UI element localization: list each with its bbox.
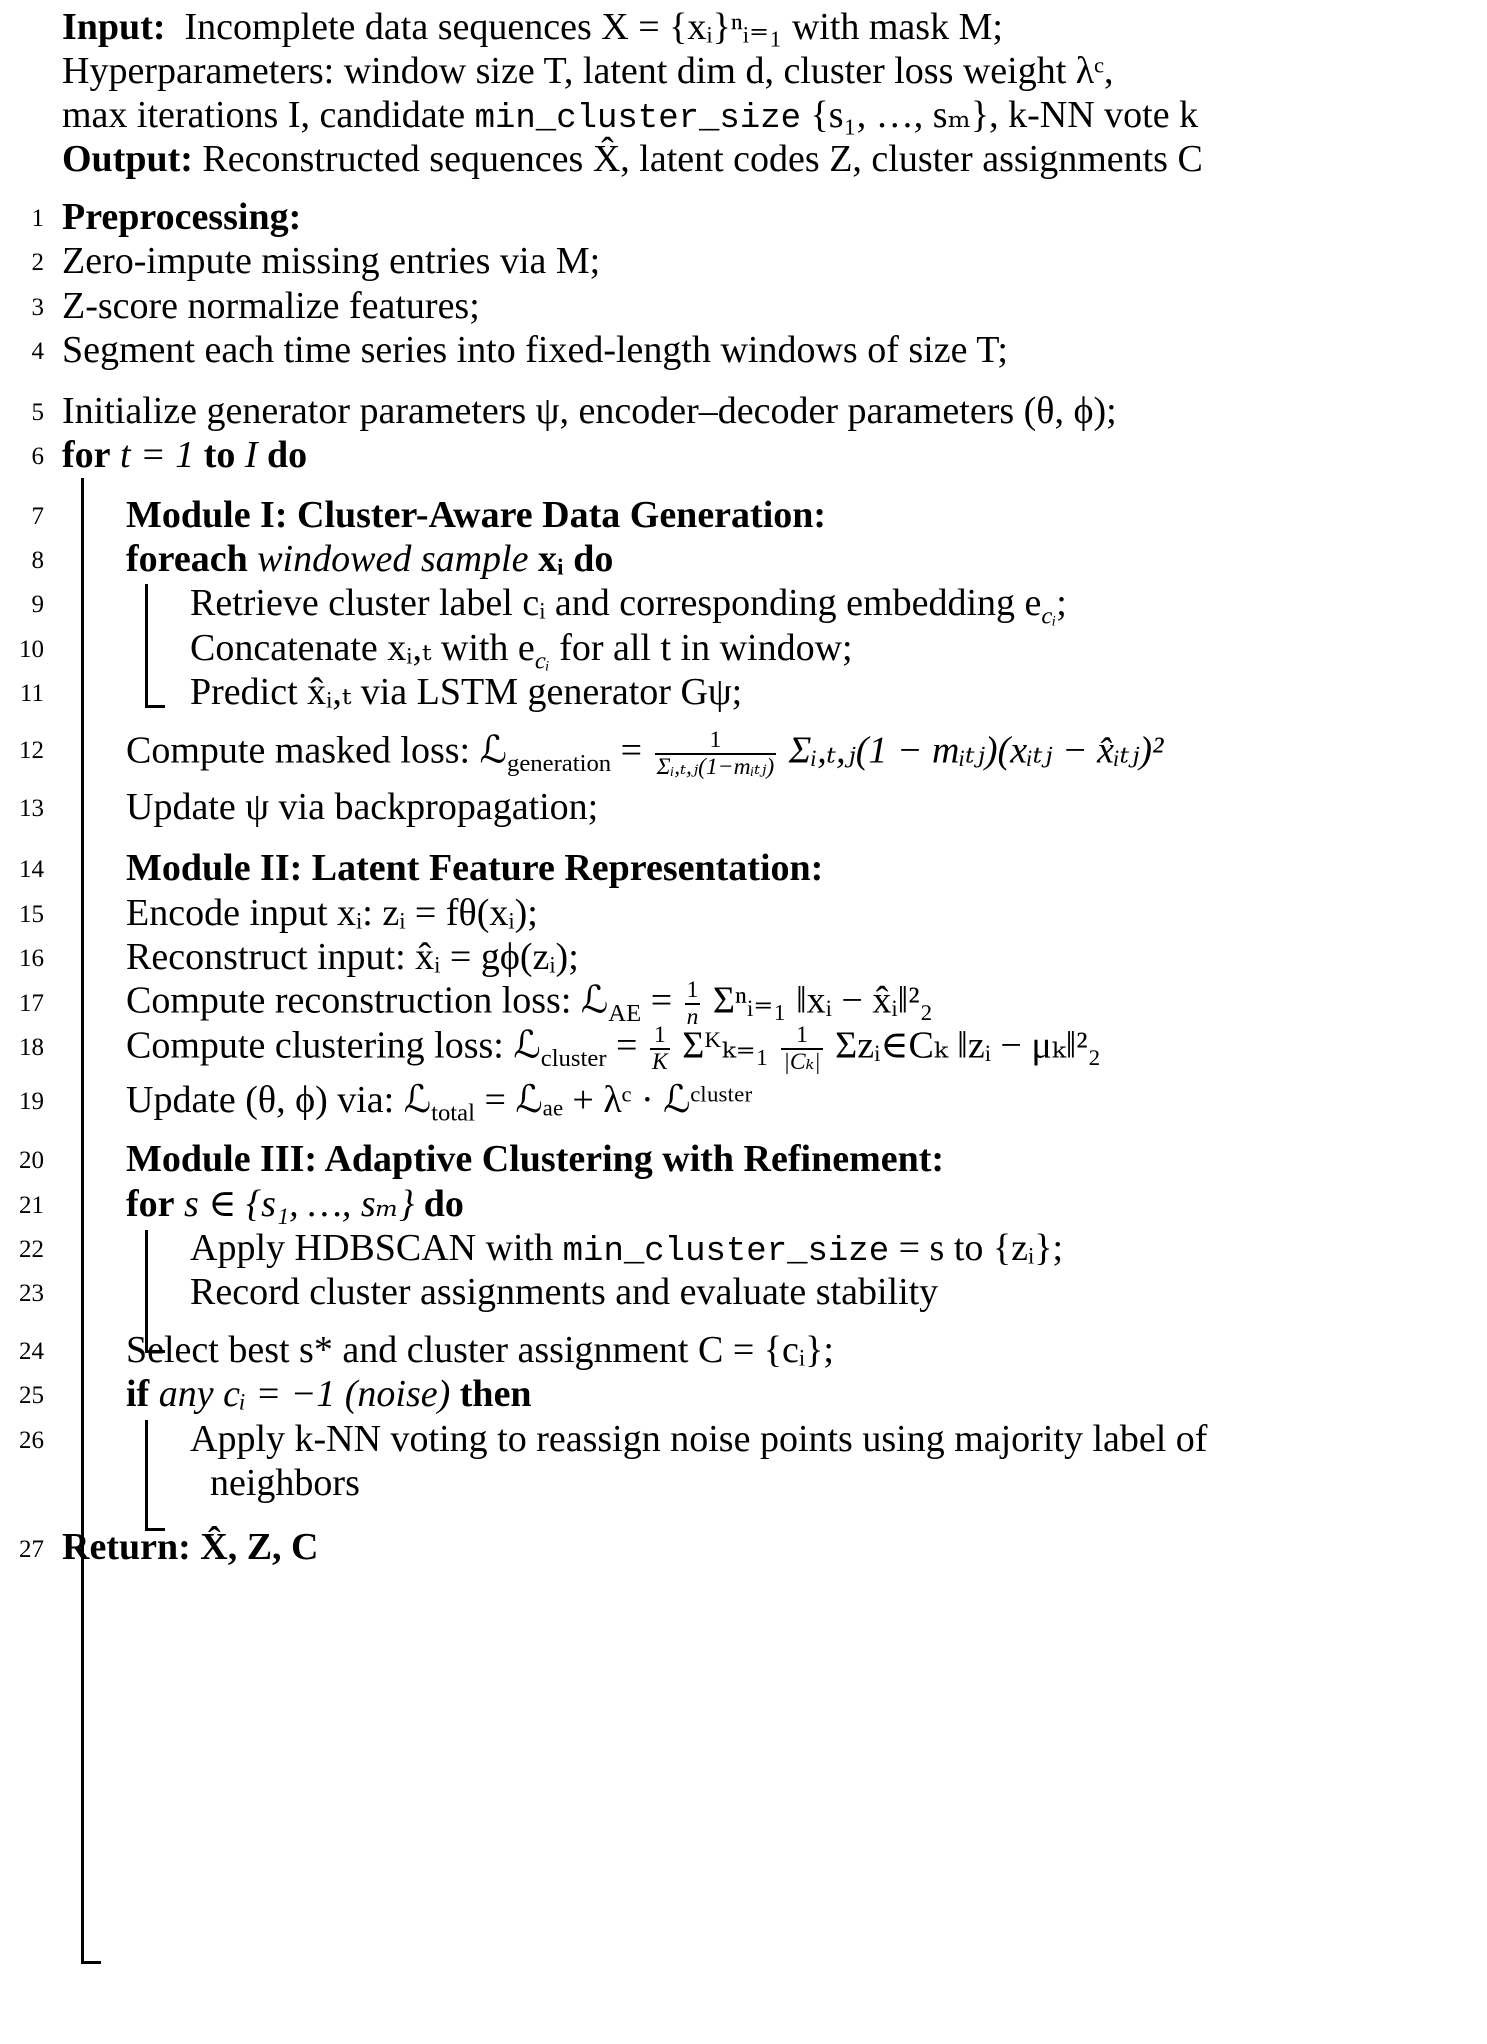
line-10-text: Concatenate xᵢ,ₜ with e xyxy=(190,627,535,669)
keyword-do: do xyxy=(573,538,614,580)
line-number: 21 xyxy=(19,1192,44,1219)
module-1-heading: Module I: Cluster-Aware Data Generation: xyxy=(126,494,827,536)
input-label: Input: xyxy=(62,6,166,48)
keyword-for: for xyxy=(62,434,111,476)
line-number: 25 xyxy=(19,1382,44,1409)
algorithm-line-19 xyxy=(126,1079,753,1127)
output-text: Reconstructed sequences X̂, latent codes Z, cluster assignments C xyxy=(202,138,1203,180)
line-number: 26 xyxy=(19,1427,44,1454)
for-loop-bracket-end xyxy=(81,1961,101,1964)
algorithm-line-11: Predict x̂ᵢ,ₜ via LSTM generator Gψ; xyxy=(190,671,743,713)
min-cluster-size-code: min_cluster_size xyxy=(562,1233,890,1271)
input-line xyxy=(62,8,1003,46)
keyword-to: to xyxy=(203,434,236,476)
numerator: 1 xyxy=(650,1023,670,1050)
denominator: n xyxy=(686,1003,699,1030)
keyword-do: do xyxy=(423,1183,464,1225)
line-number: 5 xyxy=(31,399,44,426)
line-number: 7 xyxy=(31,503,44,530)
line-number: 9 xyxy=(31,591,44,618)
keyword-if: if xyxy=(126,1373,150,1415)
algorithm-line-9 xyxy=(190,582,1067,630)
line-number: 14 xyxy=(19,856,44,883)
input-text: Incomplete data sequences X = {xᵢ}ⁿᵢ₌₁ with mask M; xyxy=(184,6,1003,48)
return-line: Return: X̂, Z, C xyxy=(62,1526,319,1568)
embedding-subscript: cᵢ xyxy=(534,647,550,675)
line-number: 20 xyxy=(19,1147,44,1174)
fraction xyxy=(655,728,777,779)
algorithm-line-22 xyxy=(190,1229,1063,1269)
line-17-text: Compute reconstruction loss: ℒ xyxy=(126,979,609,1022)
line-22-text: Apply HDBSCAN with xyxy=(190,1227,563,1269)
line-number: 6 xyxy=(31,443,44,470)
line-10-tail: for all t in window; xyxy=(549,627,853,669)
module-2-heading: Module II: Latent Feature Representation: xyxy=(126,847,824,889)
line-number: 12 xyxy=(19,737,44,764)
equals: = xyxy=(641,979,682,1022)
max-iterations-line xyxy=(62,96,1198,136)
line-number: 13 xyxy=(19,795,44,822)
candidate-set: s ∈ {s₁, …, sₘ} xyxy=(174,1183,424,1225)
line-number: 15 xyxy=(19,901,44,928)
outer-sum: Σᴷₖ₌₁ xyxy=(672,1024,779,1067)
if-condition: any cᵢ = −1 (noise) xyxy=(149,1373,460,1415)
algorithm-line-23: Record cluster assignments and evaluate stability xyxy=(190,1271,939,1313)
algorithm-line-24: Select best s* and cluster assignment C = {cᵢ}; xyxy=(126,1329,834,1371)
algorithm-line-4: Segment each time series into fixed-length windows of size T; xyxy=(62,329,1008,371)
line-number: 10 xyxy=(19,636,44,663)
if-header xyxy=(126,1375,532,1413)
algorithm-line-3: Z-score normalize features; xyxy=(62,285,480,327)
foreach-subject: windowed sample xyxy=(247,538,538,580)
for-loop-bracket xyxy=(81,478,84,1964)
keyword-then: then xyxy=(459,1373,532,1415)
numerator: 1 xyxy=(655,728,777,755)
denominator: K xyxy=(651,1048,668,1075)
line-number: 1 xyxy=(31,205,44,232)
line-number: 24 xyxy=(19,1338,44,1365)
foreach-bracket xyxy=(145,584,148,708)
if-bracket xyxy=(145,1420,148,1531)
loss-subscript: total xyxy=(431,1099,475,1127)
output-line xyxy=(62,140,1203,178)
line-number: 19 xyxy=(19,1088,44,1115)
output-label: Output: xyxy=(62,138,193,180)
line-number: 22 xyxy=(19,1236,44,1263)
keyword-do: do xyxy=(267,434,308,476)
fraction xyxy=(685,978,701,1029)
line-number: 8 xyxy=(31,547,44,574)
max-iterations-text: max iterations I, candidate xyxy=(62,94,475,136)
inner-for-header xyxy=(126,1185,464,1223)
algorithm-line-2: Zero-impute missing entries via M; xyxy=(62,240,601,282)
line-9-tail: ; xyxy=(1056,582,1067,624)
embedding-subscript: cᵢ xyxy=(1041,602,1057,630)
algorithm-line-13: Update ψ via backpropagation; xyxy=(126,786,599,828)
line-number: 4 xyxy=(31,338,44,365)
equals: = xyxy=(606,1024,647,1067)
line-19-text: Update (θ, ϕ) via: ℒ xyxy=(126,1079,432,1121)
line-9-text: Retrieve cluster label cᵢ and corresponding embedding e xyxy=(190,582,1042,624)
numerator: 1 xyxy=(686,977,699,1003)
line-number: 11 xyxy=(19,680,44,707)
line-number: 27 xyxy=(19,1536,44,1563)
foreach-header xyxy=(126,540,613,578)
hyperparameters-line: Hyperparameters: window size T, latent dim d, cluster loss weight λᶜ, xyxy=(62,50,1114,92)
line-19-sum: = ℒₐₑ + λᶜ · ℒᶜˡᵘˢᵗᵉʳ xyxy=(475,1079,753,1121)
line-18-sum: Σzᵢ∈Cₖ ‖zᵢ − μₖ‖²₂ xyxy=(825,1024,1101,1067)
keyword-foreach: foreach xyxy=(126,538,248,580)
numerator: 1 xyxy=(781,1023,822,1050)
line-22-tail: = s to {zᵢ}; xyxy=(889,1227,1064,1269)
algorithm-line-26-continuation: neighbors xyxy=(210,1462,360,1504)
keyword-for: for xyxy=(126,1183,175,1225)
denominator: |Cₖ| xyxy=(783,1048,821,1075)
equals: = xyxy=(611,729,652,772)
for-loop-header xyxy=(62,436,307,474)
algorithm-line-26: Apply k-NN voting to reassign noise points using majority label of xyxy=(190,1418,1208,1460)
line-number: 3 xyxy=(31,294,44,321)
fraction xyxy=(650,1023,670,1074)
loss-subscript: AE xyxy=(608,1000,642,1028)
foreach-bracket-end xyxy=(145,705,165,708)
algorithm-line-15: Encode input xᵢ: zᵢ = fθ(xᵢ); xyxy=(126,892,538,934)
loss-subscript: generation xyxy=(506,750,612,778)
min-cluster-size-code: min_cluster_size xyxy=(474,100,802,138)
algorithm-line-5: Initialize generator parameters ψ, encoder–decoder parameters (θ, ϕ); xyxy=(62,390,1117,432)
algorithm-line-16: Reconstruct input: x̂ᵢ = gϕ(zᵢ); xyxy=(126,936,579,978)
line-17-sum: Σⁿᵢ₌₁ ‖xᵢ − x̂ᵢ‖²₂ xyxy=(703,979,933,1022)
algorithm-line-10 xyxy=(190,627,853,675)
line-number: 23 xyxy=(19,1280,44,1307)
fraction xyxy=(781,1023,822,1074)
algorithm-line-18 xyxy=(126,1023,1101,1074)
line-number: 18 xyxy=(19,1034,44,1061)
module-3-heading: Module III: Adaptive Clustering with Refinement: xyxy=(126,1138,945,1180)
line-12-text: Compute masked loss: ℒ xyxy=(126,729,507,772)
loop-limit: I xyxy=(235,434,268,476)
preprocessing-heading: Preprocessing: xyxy=(62,196,302,238)
line-18-text: Compute clustering loss: ℒ xyxy=(126,1024,541,1067)
algorithm-line-12 xyxy=(126,728,1163,779)
candidate-set-text: {s₁, …, sₘ}, k-NN vote k xyxy=(801,94,1199,136)
denominator: Σᵢ,ₜ,ⱼ(1−mᵢₜⱼ) xyxy=(656,753,775,780)
loop-range: t = 1 xyxy=(110,434,204,476)
line-number: 2 xyxy=(31,249,44,276)
line-number: 17 xyxy=(19,990,44,1017)
foreach-variable: xᵢ xyxy=(537,538,564,580)
loss-subscript: cluster xyxy=(540,1045,607,1073)
line-number: 16 xyxy=(19,945,44,972)
line-12-sum: Σᵢ,ₜ,ⱼ(1 − mᵢₜⱼ)(xᵢₜⱼ − x̂ᵢₜⱼ)² xyxy=(779,729,1164,772)
algorithm-line-17 xyxy=(126,978,933,1029)
